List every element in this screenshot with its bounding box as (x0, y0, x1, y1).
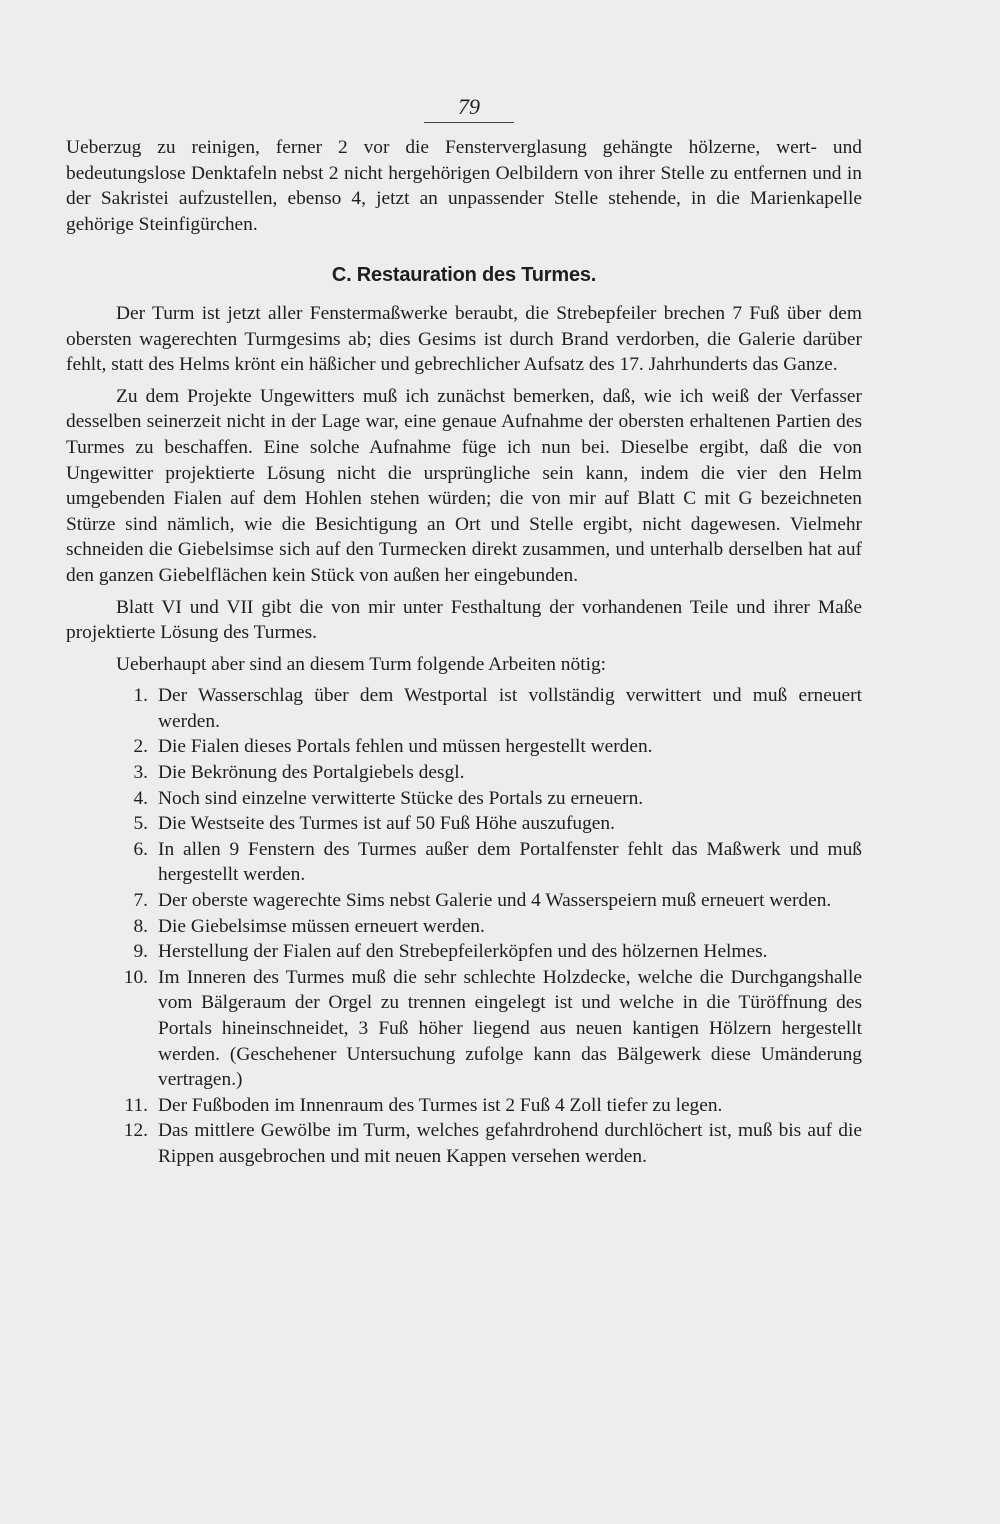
list-item-text: Im Inneren des Turmes muß die sehr schlechte Holzdecke, welche die Durchgangshalle vom Bälgeraum der Orgel zu trennen eingelegt ist und welche in die Türöffnung des Portals hineinschneidet, 3 Fuß höher liegend aus neuen kantigen Hölzern hergestellt werden. (Geschehener Untersuchung zufolge kann das Bälgewerk diese Umänderung vertragen.) (158, 966, 862, 1091)
list-item (66, 734, 862, 760)
list-item-text: Der oberste wagerechte Sims nebst Galerie und 4 Wasserspeiern muß erneuert werden. (158, 890, 832, 912)
paragraph-1: Der Turm ist jetzt aller Fenstermaßwerke beraubt, die Strebepfeiler brechen 7 Fuß über dem obersten wagerechten Turmgesims ab; dies Gesims ist durch Brand verdorben, die Galerie darüber fehlt, statt des Helms krönt ein häßicher und gebrechlicher Aufsatz des 17. Jahrhunderts das Ganze. (66, 302, 862, 376)
list-item-number: 7. (133, 890, 148, 912)
list-item (66, 965, 862, 1093)
list-item (66, 837, 862, 888)
list-item-text: Herstellung der Fialen auf den Strebepfeilerköpfen und des hölzernen Helmes. (158, 941, 768, 963)
task-list (66, 683, 862, 1169)
list-item-text: Das mittlere Gewölbe im Turm, welches gefahrdrohend durchlöchert ist, muß bis auf die Rippen ausgebrochen und mit neuen Kappen versehen werden. (158, 1120, 862, 1167)
list-item-number: 3. (133, 762, 148, 784)
list-item-number: 8. (133, 915, 148, 937)
list-item-text: Noch sind einzelne verwitterte Stücke des Portals zu erneuern. (158, 787, 644, 809)
list-item-text: Der Fußboden im Innenraum des Turmes ist 2 Fuß 4 Zoll tiefer zu legen. (158, 1094, 723, 1116)
paragraph-2: Zu dem Projekte Ungewitters muß ich zunächst bemerken, daß, wie ich weiß der Verfasser desselben seinerzeit nicht in der Lage war, eine genaue Aufnahme der obersten erhaltenen Partien des Turmes zu beschaffen. Eine solche Aufnahme füge ich nun bei. Dieselbe ergibt, daß die von Ungewitter projektierte Lösung nicht die ursprüngliche sein kann, indem die vier den Helm umgebenden Fialen auf dem Hohlen stehen würden; die von mir auf Blatt C mit G bezeichneten Stürze sind nämlich, wie die Besichtigung an Ort und Stelle ergibt, nicht dagewesen. Vielmehr schneiden die Giebelsimse sich auf den Turmecken direkt zusammen, und unterhalb derselben hat auf den ganzen Giebelflächen kein Stück von außen her eingebunden. (66, 385, 862, 586)
list-item (66, 888, 862, 914)
page-number: 79 (424, 92, 514, 123)
list-item-number: 12. (123, 1120, 148, 1142)
body-text (66, 135, 862, 1170)
list-item-number: 5. (133, 813, 148, 835)
list-item-text: Der Wasserschlag über dem Westportal ist vollständig verwittert und muß erneuert werden. (158, 685, 862, 732)
list-item (66, 760, 862, 786)
list-item-text: Die Giebelsimse müssen erneuert werden. (158, 915, 485, 937)
list-item (66, 786, 862, 812)
list-item-number: 10. (123, 966, 148, 988)
list-item-number: 6. (133, 838, 148, 860)
list-item-text: Die Fialen dieses Portals fehlen und müssen hergestellt werden. (158, 736, 653, 758)
intro-paragraph: Ueberzug zu reinigen, ferner 2 vor die Fensterverglasung gehängte hölzerne, wert- und bedeutungslose Denktafeln nebst 2 nicht hergehörigen Oelbildern von ihrer Stelle zu entfernen und in der Sakristei aufzustellen, ebenso 4, jetzt an unpassender Stelle stehende, in die Marienkapelle gehörige Steinfigürchen. (66, 137, 862, 235)
list-item-number: 11. (124, 1094, 148, 1116)
list-item-number: 9. (133, 941, 148, 963)
list-item (66, 1093, 862, 1119)
section-heading: C. Restauration des Turmes. (331, 264, 597, 287)
paragraph-4: Ueberhaupt aber sind an diesem Turm folgende Arbeiten nötig: (116, 653, 607, 675)
list-item (66, 811, 862, 837)
paragraph-3: Blatt VI und VII gibt die von mir unter Festhaltung der vorhandenen Teile und ihrer Maße projektierte Lösung des Turmes. (66, 596, 862, 644)
list-item-text: Die Bekrönung des Portalgiebels desgl. (158, 762, 465, 784)
list-item (66, 939, 862, 965)
list-item-text: Die Westseite des Turmes ist auf 50 Fuß Höhe auszufugen. (158, 813, 615, 835)
list-item (66, 914, 862, 940)
list-item (66, 1118, 862, 1169)
list-item-number: 4. (133, 787, 148, 809)
list-item-text: In allen 9 Fenstern des Turmes außer dem Portalfenster fehlt das Maßwerk und muß hergestellt werden. (158, 838, 862, 886)
list-item-number: 2. (133, 736, 148, 758)
list-item (66, 683, 862, 734)
list-item-number: 1. (133, 685, 148, 707)
